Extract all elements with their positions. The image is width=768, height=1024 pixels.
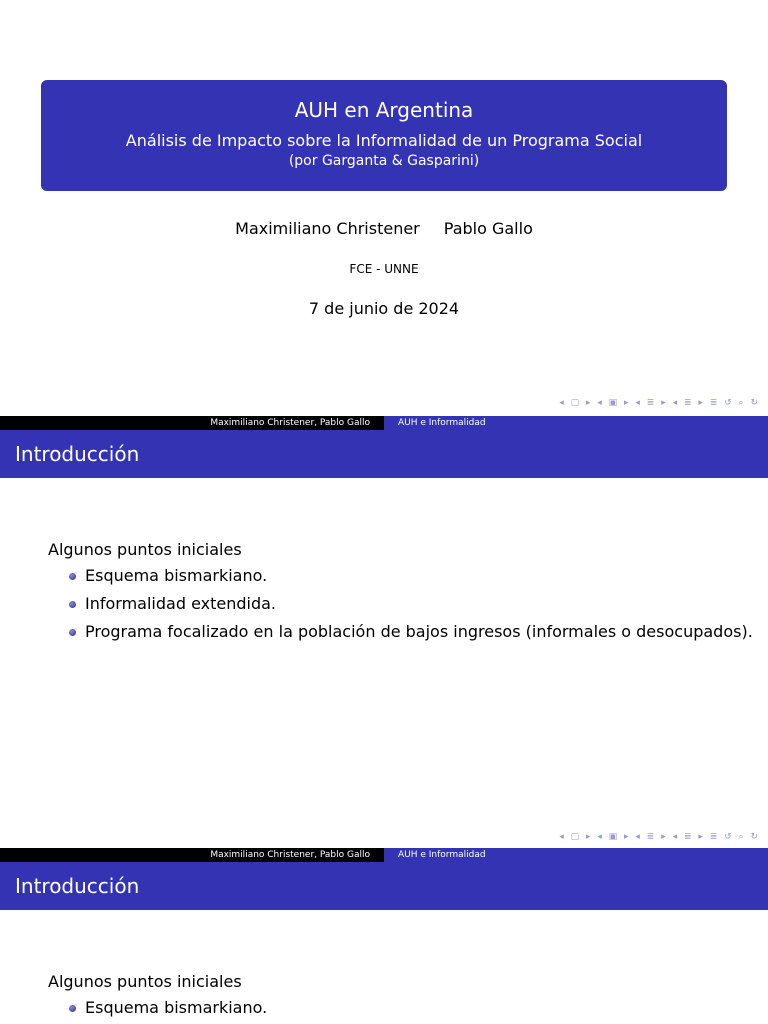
author-name: Maximiliano Christener xyxy=(235,219,420,238)
navigation-symbols[interactable]: ◂ ▢ ▸ ◂ ▣ ▸ ◂ ≣ ▸ ◂ ≣ ▸ ≣ ↺ ⌕ ↻ xyxy=(559,832,760,842)
presentation-date: 7 de junio de 2024 xyxy=(308,299,460,318)
list-item-text: Informalidad extendida. xyxy=(85,594,276,613)
institute: FCE - UNNE xyxy=(349,262,419,276)
bullet-icon xyxy=(69,573,76,580)
bullet-icon xyxy=(69,629,76,636)
list-item-text: Esquema bismarkiano. xyxy=(85,998,268,1017)
presentation-subtitle-credit: (por Garganta & Gasparini) xyxy=(288,153,480,169)
content-lead: Algunos puntos iniciales xyxy=(48,540,242,559)
content-lead: Algunos puntos iniciales xyxy=(48,972,242,991)
intro-slide xyxy=(0,848,768,1024)
presentation-subtitle: Análisis de Impacto sobre la Informalidad de un Programa Social xyxy=(125,131,643,150)
bullet-icon xyxy=(69,601,76,608)
footline-authors: Maximiliano Christener, Pablo Gallo xyxy=(0,848,384,862)
navigation-symbols[interactable]: ◂ ▢ ▸ ◂ ▣ ▸ ◂ ≣ ▸ ◂ ≣ ▸ ≣ ↺ ⌕ ↻ xyxy=(559,398,760,408)
footline xyxy=(0,848,768,862)
frame-title: Introducción xyxy=(0,430,768,478)
footline-authors: Maximiliano Christener, Pablo Gallo xyxy=(0,416,384,430)
footline-title: AUH e Informalidad xyxy=(384,848,768,862)
frame-title: Introducción xyxy=(0,862,768,910)
title-slide xyxy=(0,0,768,416)
footline-title: AUH e Informalidad xyxy=(384,416,768,430)
bullet-list xyxy=(48,998,267,1018)
slide-content xyxy=(48,540,753,650)
list-item-text: Esquema bismarkiano. xyxy=(85,566,268,585)
bullet-icon xyxy=(69,1005,76,1012)
bullet-list xyxy=(48,566,753,642)
list-item xyxy=(69,594,753,614)
title-block xyxy=(41,80,727,191)
list-item xyxy=(69,566,753,586)
author-name: Pablo Gallo xyxy=(443,219,533,238)
list-item-text: Programa focalizado en la población de bajos ingresos (informales o desocupados). xyxy=(85,622,753,641)
list-item xyxy=(69,998,267,1018)
slide-content xyxy=(48,972,267,1024)
footline xyxy=(0,416,768,430)
authors xyxy=(0,219,768,238)
intro-slide xyxy=(0,416,768,848)
presentation-title: AUH en Argentina xyxy=(294,98,474,122)
list-item xyxy=(69,622,753,642)
